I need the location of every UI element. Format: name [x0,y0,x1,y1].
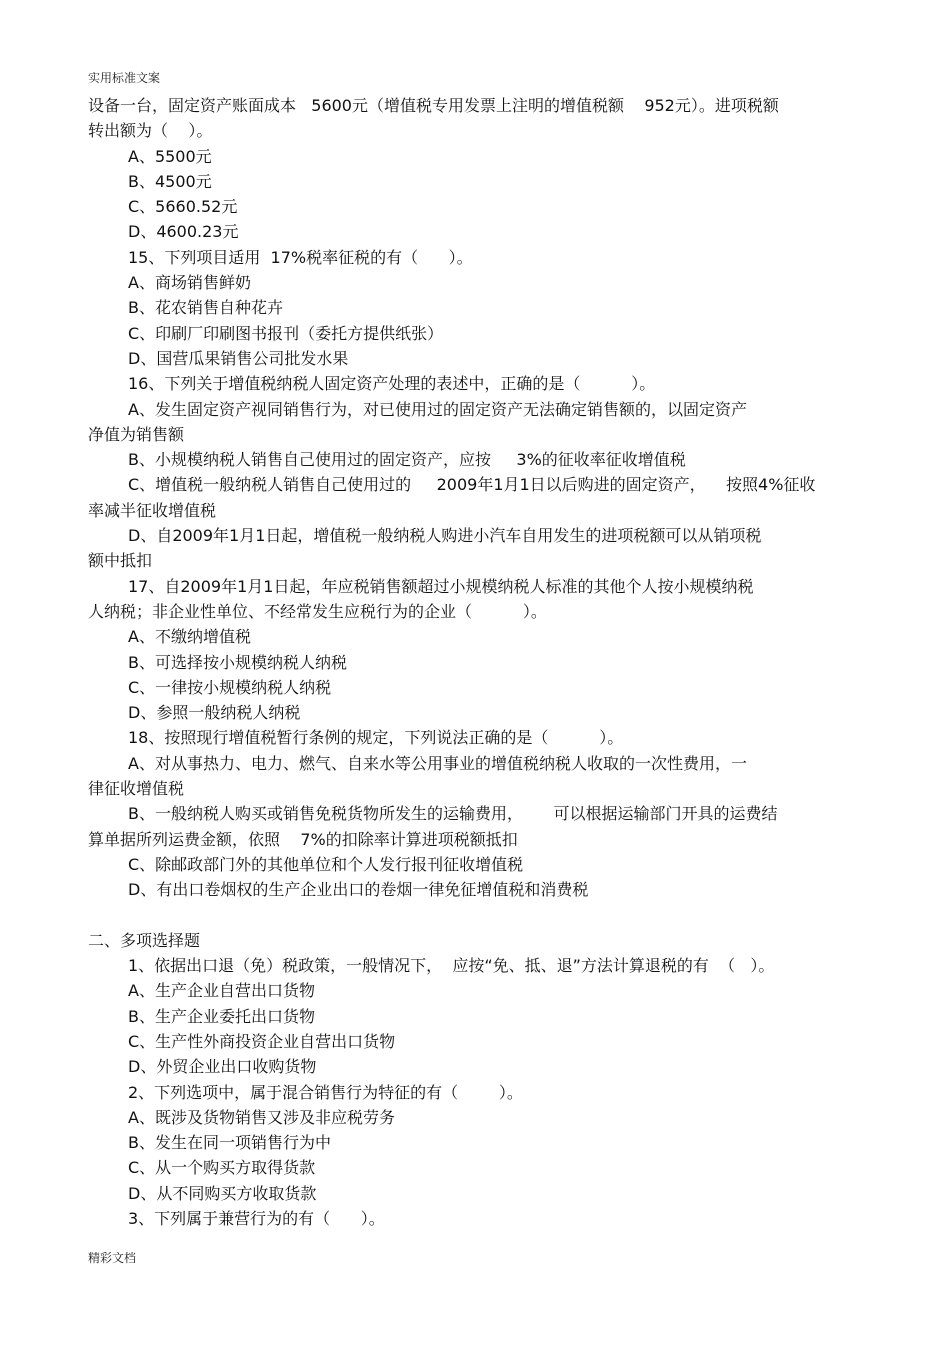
text-line: A、5500元 [128,146,212,166]
text-line: C、印刷厂印刷图书报刊（委托方提供纸张） [128,323,444,343]
text-line: D、国营瓜果销售公司批发水果 [128,348,349,368]
text-line: 16、下列关于增值税纳税人固定资产处理的表述中，正确的是（ ）。 [128,374,656,394]
text-line: 转出额为（ ）。 [88,121,213,141]
text-line: A、不缴纳增值税 [128,627,251,647]
text-line: B、小规模纳税人销售自己使用过的固定资产，应按 3%的征收率征收增值税 [128,450,686,470]
blank-line [88,903,878,928]
text-line: A、生产企业自营出口货物 [128,981,315,1001]
text-line: D、4600.23元 [128,222,239,242]
text-line: 率减半征收增值税 [88,500,217,520]
text-line: 1、依据出口退（免）税政策，一般情况下， 应按“免、抵、退”方法计算退税的有 （ ）。 [128,956,775,976]
text-line: 人纳税；非企业性单位、不经常发生应税行为的企业（ ）。 [88,601,547,621]
text-line: C、从一个购买方取得货款 [128,1158,316,1178]
text-line: 15、下列项目适用 17%税率征税的有（ ）。 [128,247,473,267]
text-line: D、外贸企业出口收购货物 [128,1057,317,1077]
text-line: 二、多项选择题 [88,930,201,950]
text-line: 18、按照现行增值税暂行条例的规定，下列说法正确的是（ ）。 [128,728,624,748]
text-line: A、发生固定资产视同销售行为，对已使用过的固定资产无法确定销售额的，以固定资产 [128,399,747,419]
text-line: B、生产企业委托出口货物 [128,1006,315,1026]
text-line: C、5660.52元 [128,197,238,217]
text-line: B、4500元 [128,171,212,191]
text-line: A、对从事热力、电力、燃气、自来水等公用事业的增值税纳税人收取的一次性费用，一 [128,753,747,773]
text-line: B、一般纳税人购买或销售免税货物所发生的运输费用， 可以根据运输部门开具的运费结 [128,804,778,824]
text-line: 律征收增值税 [88,779,185,799]
text-line: 2、下列选项中，属于混合销售行为特征的有（ ）。 [128,1082,523,1102]
document-body [88,93,878,1231]
text-line: D、参照一般纳税人纳税 [128,703,301,723]
text-line: C、增值税一般纳税人销售自己使用过的 2009年1月1日以后购进的固定资产， 按照4%征收 [128,475,816,495]
page-footer: 精彩文档 [88,1251,137,1265]
text-line: D、自2009年1月1日起，增值税一般纳税人购进小汽车自用发生的进项税额可以从销项税 [128,526,762,546]
text-line: A、既涉及货物销售又涉及非应税劳务 [128,1107,395,1127]
text-line: B、发生在同一项销售行为中 [128,1133,331,1153]
text-line: B、花农销售自种花卉 [128,298,283,318]
text-line: A、商场销售鲜奶 [128,273,251,293]
text-line: D、从不同购买方收取货款 [128,1183,317,1203]
text-line: C、除邮政部门外的其他单位和个人发行报刊征收增值税 [128,854,524,874]
text-line: C、一律按小规模纳税人纳税 [128,677,332,697]
text-line: C、生产性外商投资企业自营出口货物 [128,1031,396,1051]
text-line: 3、下列属于兼营行为的有（ ）。 [128,1209,385,1229]
text-line: B、可选择按小规模纳税人纳税 [128,652,347,672]
text-line: 设备一台，固定资产账面成本 5600元（增值税专用发票上注明的增值税额 952元）。进项税额 [88,96,779,115]
text-line: 净值为销售额 [88,424,185,444]
text-line: D、有出口卷烟权的生产企业出口的卷烟一律免征增值税和消费税 [128,880,589,900]
text-line: 额中抵扣 [88,551,153,571]
text-line: 算单据所列运费金额，依照 7%的扣除率计算进项税额抵扣 [88,829,518,849]
page-header: 实用标准文案 [88,71,161,85]
text-line: 17、自2009年1月1日起，年应税销售额超过小规模纳税人标准的其他个人按小规模纳税 [128,576,754,596]
